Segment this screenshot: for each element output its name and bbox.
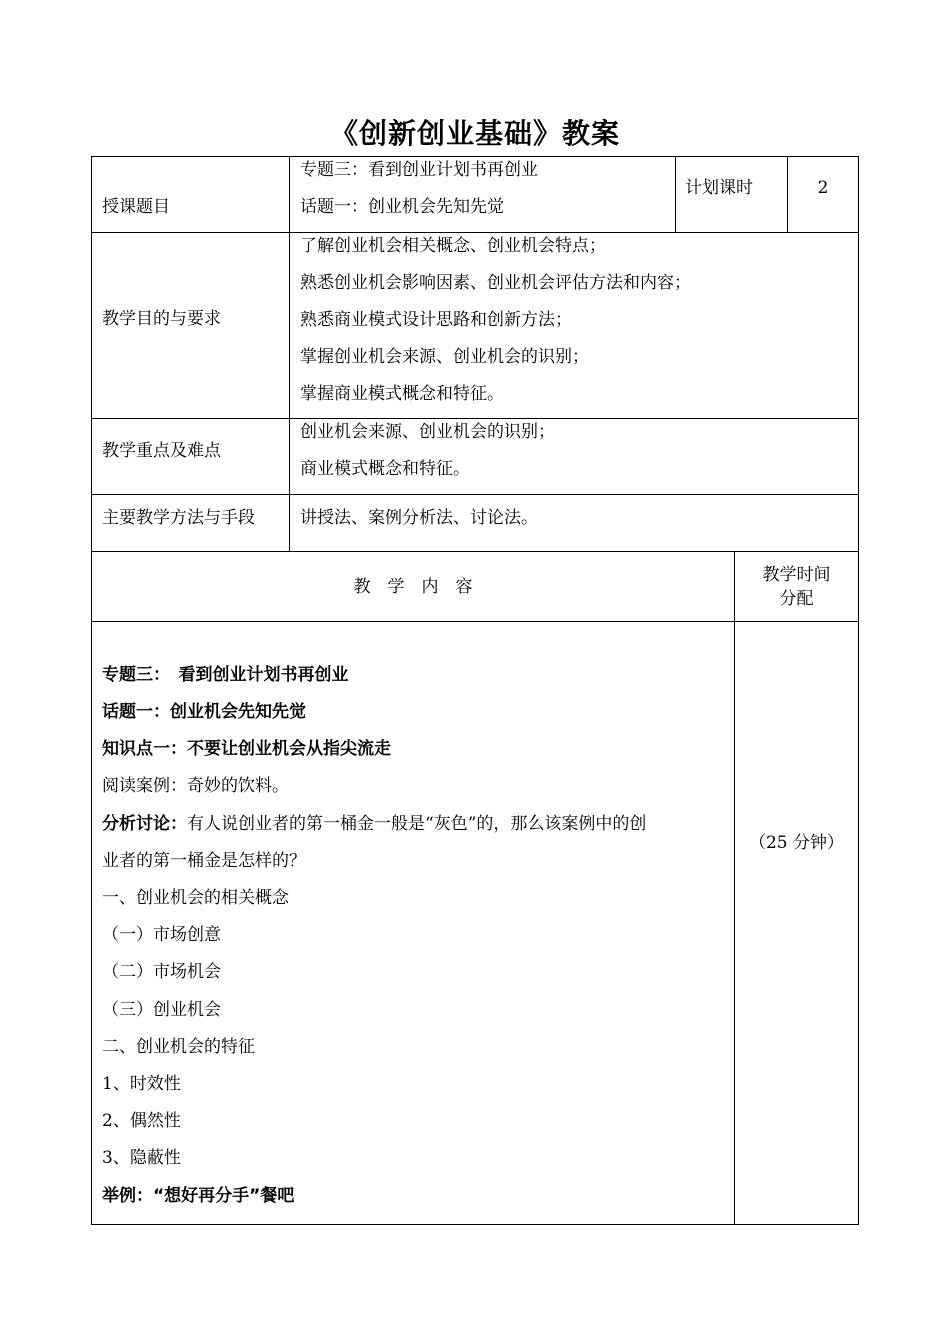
row4-label: 主要教学方法与手段	[102, 508, 255, 528]
row-divider	[91, 621, 859, 622]
content-line: 一、创业机会的相关概念	[102, 888, 289, 908]
method-value: 讲授法、案例分析法、讨论法。	[300, 508, 538, 528]
col-divider	[289, 156, 290, 551]
discussion-text: 有人说创业者的第一桶金一般是“灰色”的，那么该案例中的创	[187, 814, 647, 834]
content-line: （二）市场机会	[102, 962, 221, 982]
objective-item: 熟悉创业机会影响因素、创业机会评估方法和内容；	[300, 273, 691, 293]
topic-line-2: 话题一：创业机会先知先觉	[300, 197, 504, 217]
objective-item: 掌握商业模式概念和特征。	[300, 384, 504, 404]
time-header-line-2: 分配	[779, 589, 814, 609]
objective-item: 熟悉商业模式设计思路和创新方法；	[300, 310, 572, 330]
time-header-line-1: 教学时间	[762, 565, 831, 585]
content-line: 二、创业机会的特征	[102, 1037, 255, 1057]
hours-label: 计划课时	[685, 178, 753, 198]
content-line: （一）市场创意	[102, 925, 221, 945]
page-title: 《创新创业基础》教案	[329, 117, 620, 150]
topic-line-1: 专题三：看到创业计划书再创业	[300, 160, 538, 180]
row2-label: 教学目的与要求	[102, 309, 221, 329]
content-line: 专题三： 看到创业计划书再创业	[102, 665, 349, 685]
discussion-label: 分析讨论：	[102, 814, 187, 834]
content-header: 教 学 内 容	[353, 577, 473, 597]
col-divider	[734, 551, 735, 1225]
col-divider	[675, 156, 676, 232]
content-line: 举例：“想好再分手”餐吧	[102, 1186, 295, 1206]
keypoint-item: 创业机会来源、创业机会的识别；	[300, 422, 555, 442]
objective-item: 掌握创业机会来源、创业机会的识别；	[300, 347, 589, 367]
row3-label: 教学重点及难点	[102, 441, 221, 461]
content-line	[102, 812, 646, 836]
content-line: 话题一：创业机会先知先觉	[102, 702, 306, 722]
keypoint-item: 商业模式概念和特征。	[300, 459, 470, 479]
time-allocation: （25 分钟）	[748, 833, 845, 853]
content-line: 阅读案例：奇妙的饮料。	[102, 776, 289, 796]
row-divider	[91, 232, 859, 233]
objective-item: 了解创业机会相关概念、创业机会特点；	[300, 236, 606, 256]
content-line: 1、时效性	[102, 1074, 181, 1094]
row-divider	[91, 551, 859, 552]
row-divider	[91, 418, 859, 419]
content-line: 2、偶然性	[102, 1111, 181, 1131]
row1-label: 授课题目	[102, 197, 170, 217]
row-divider	[91, 494, 859, 495]
hours-value: 2	[817, 178, 829, 198]
content-line: （三）创业机会	[102, 1000, 221, 1020]
content-line: 3、隐蔽性	[102, 1148, 181, 1168]
content-line: 业者的第一桶金是怎样的？	[102, 851, 306, 871]
content-line: 知识点一：不要让创业机会从指尖流走	[102, 739, 391, 759]
